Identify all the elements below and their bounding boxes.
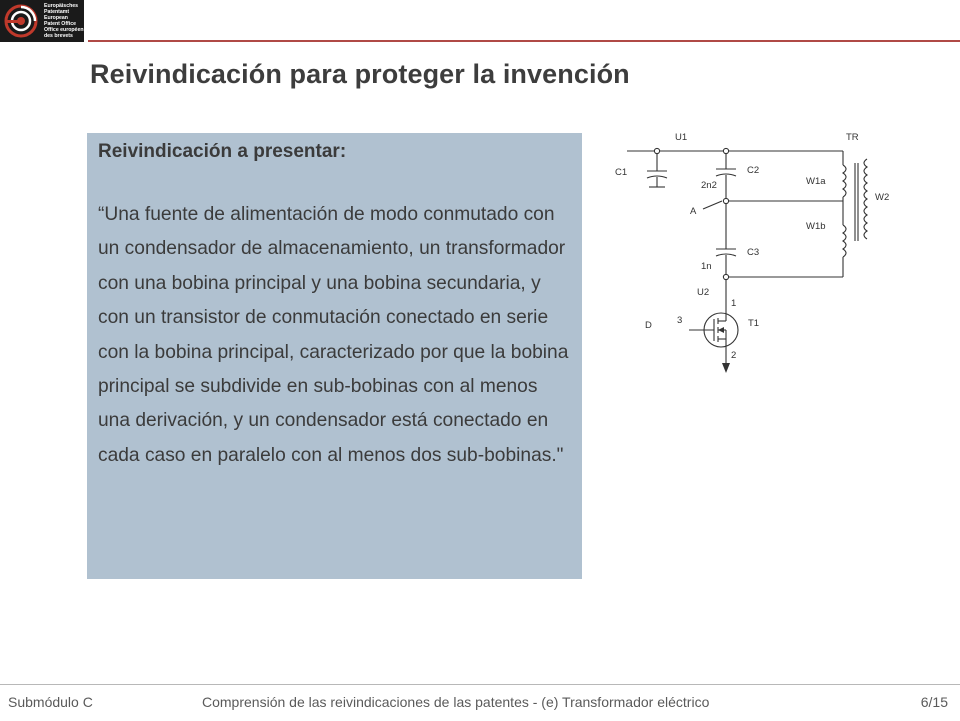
logo-line: Patentamt (44, 9, 70, 15)
epo-logo (0, 0, 84, 42)
logo-line: European (44, 15, 68, 21)
label-cap-1n: 1n (701, 261, 712, 272)
epo-logo-icon (3, 3, 39, 39)
label-c2: C2 (747, 165, 760, 176)
claim-text: “Una fuente de alimentación de modo conmutado con un condensador de almacenamiento, un transformador con una bobina principal y una bobina secundaria, y con un transistor de conmutación conectado en serie con la bobina principal, caracterizado por que la bobina principal se subdivide en sub-bobinas con al menos una derivación, y un condensador está conectado en cada caso en paralelo con al menos dos sub-bobinas." (98, 204, 569, 466)
label-u1: U1 (675, 132, 688, 143)
footer (0, 684, 960, 721)
label-w2: W2 (875, 192, 890, 203)
logo-line: Office européen (44, 27, 84, 33)
label-d: D (645, 320, 652, 331)
label-a: A (690, 206, 697, 217)
label-w1a: W1a (806, 176, 826, 187)
logo-line: Patent Office (44, 21, 76, 27)
label-u2: U2 (697, 287, 710, 298)
label-cap-2n2: 2n2 (701, 180, 717, 191)
claim-heading: Reivindicación a presentar: (98, 141, 347, 162)
label-pin3: 3 (677, 315, 683, 326)
logo-text (44, 3, 84, 39)
claim-box (87, 133, 582, 579)
logo-line: Europäisches (44, 3, 79, 9)
label-pin1: 1 (731, 298, 737, 309)
slide-title: Reivindicación para proteger la invención (90, 59, 630, 89)
label-c3: C3 (747, 247, 760, 258)
page-number: 6/15 (920, 694, 948, 710)
footer-module: Submódulo C (8, 694, 93, 710)
label-tr: TR (846, 132, 859, 143)
circuit-diagram (605, 125, 905, 390)
label-t1: T1 (748, 318, 760, 329)
footer-description: Comprensión de las reivindicaciones de las patentes - (e) Transformador eléctrico (202, 694, 710, 710)
header-divider (88, 40, 960, 42)
label-w1b: W1b (806, 221, 826, 232)
label-c1: C1 (615, 167, 628, 178)
logo-line: des brevets (44, 33, 73, 39)
label-pin2: 2 (731, 350, 737, 361)
